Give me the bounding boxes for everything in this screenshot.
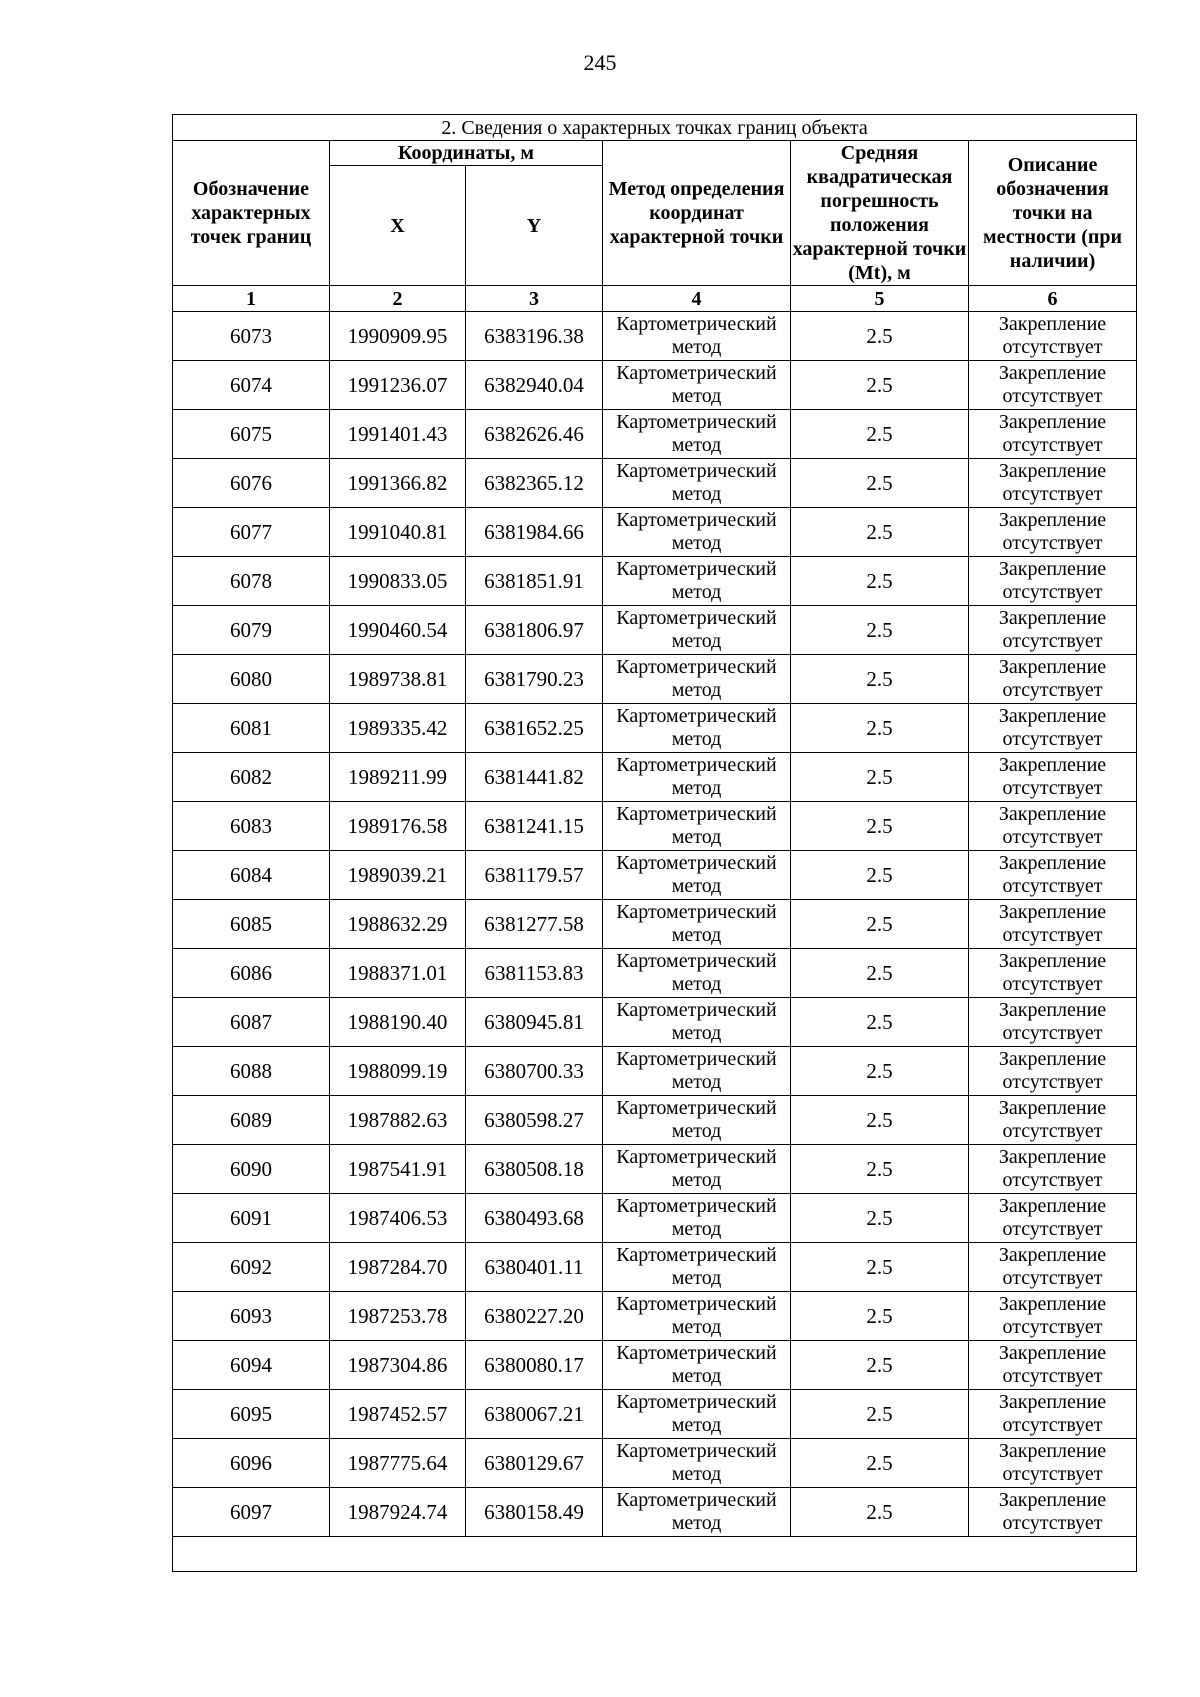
- table-row: [173, 998, 1137, 1047]
- table-row: [173, 753, 1137, 802]
- point-id-cell: 6089: [173, 1096, 330, 1145]
- point-id-cell: 6090: [173, 1145, 330, 1194]
- method-cell: Картометрический метод: [603, 361, 791, 410]
- error-cell: 2.5: [791, 851, 969, 900]
- error-cell: 2.5: [791, 1047, 969, 1096]
- point-id-cell: 6073: [173, 312, 330, 361]
- table-caption: 2. Сведения о характерных точках границ объекта: [173, 115, 1137, 141]
- point-id-cell: 6092: [173, 1243, 330, 1292]
- header-y: Y: [466, 166, 603, 286]
- description-cell: Закрепление отсутствует: [969, 606, 1137, 655]
- error-cell: 2.5: [791, 655, 969, 704]
- point-id-cell: 6080: [173, 655, 330, 704]
- error-cell: 2.5: [791, 753, 969, 802]
- table-row: [173, 1488, 1137, 1537]
- description-cell: Закрепление отсутствует: [969, 1488, 1137, 1537]
- y-coordinate-cell: 6380158.49: [466, 1488, 603, 1537]
- y-coordinate-cell: 6380401.11: [466, 1243, 603, 1292]
- description-cell: Закрепление отсутствует: [969, 1292, 1137, 1341]
- y-coordinate-cell: 6381984.66: [466, 508, 603, 557]
- method-cell: Картометрический метод: [603, 1292, 791, 1341]
- table-row: [173, 949, 1137, 998]
- x-coordinate-cell: 1988099.19: [330, 1047, 466, 1096]
- error-cell: 2.5: [791, 949, 969, 998]
- description-cell: Закрепление отсутствует: [969, 704, 1137, 753]
- error-cell: 2.5: [791, 1439, 969, 1488]
- y-coordinate-cell: 6381153.83: [466, 949, 603, 998]
- point-id-cell: 6085: [173, 900, 330, 949]
- table-row: [173, 1243, 1137, 1292]
- x-coordinate-cell: 1989738.81: [330, 655, 466, 704]
- x-coordinate-cell: 1990460.54: [330, 606, 466, 655]
- x-coordinate-cell: 1987452.57: [330, 1390, 466, 1439]
- table-row: [173, 508, 1137, 557]
- y-coordinate-cell: 6382626.46: [466, 410, 603, 459]
- x-coordinate-cell: 1989176.58: [330, 802, 466, 851]
- point-id-cell: 6084: [173, 851, 330, 900]
- table-row: [173, 1145, 1137, 1194]
- point-id-cell: 6093: [173, 1292, 330, 1341]
- description-cell: Закрепление отсутствует: [969, 1243, 1137, 1292]
- description-cell: Закрепление отсутствует: [969, 312, 1137, 361]
- error-cell: 2.5: [791, 557, 969, 606]
- method-cell: Картометрический метод: [603, 1439, 791, 1488]
- y-coordinate-cell: 6380598.27: [466, 1096, 603, 1145]
- point-id-cell: 6083: [173, 802, 330, 851]
- point-id-cell: 6097: [173, 1488, 330, 1537]
- table-row: [173, 459, 1137, 508]
- method-cell: Картометрический метод: [603, 606, 791, 655]
- description-cell: Закрепление отсутствует: [969, 655, 1137, 704]
- boundary-points-table: [172, 114, 1137, 1572]
- table-row: [173, 1292, 1137, 1341]
- point-id-cell: 6076: [173, 459, 330, 508]
- description-cell: Закрепление отсутствует: [969, 1390, 1137, 1439]
- table-row: [173, 655, 1137, 704]
- header-method: Метод определения координат характерной точки: [603, 141, 791, 286]
- description-cell: Закрепление отсутствует: [969, 410, 1137, 459]
- column-number: 5: [791, 286, 969, 312]
- y-coordinate-cell: 6382365.12: [466, 459, 603, 508]
- page-number: 245: [583, 50, 617, 75]
- table-row: [173, 802, 1137, 851]
- method-cell: Картометрический метод: [603, 802, 791, 851]
- x-coordinate-cell: 1987304.86: [330, 1341, 466, 1390]
- method-cell: Картометрический метод: [603, 655, 791, 704]
- y-coordinate-cell: 6380227.20: [466, 1292, 603, 1341]
- x-coordinate-cell: 1991366.82: [330, 459, 466, 508]
- description-cell: Закрепление отсутствует: [969, 1439, 1137, 1488]
- point-id-cell: 6094: [173, 1341, 330, 1390]
- y-coordinate-cell: 6381851.91: [466, 557, 603, 606]
- point-id-cell: 6081: [173, 704, 330, 753]
- method-cell: Картометрический метод: [603, 410, 791, 459]
- method-cell: Картометрический метод: [603, 998, 791, 1047]
- description-cell: Закрепление отсутствует: [969, 1096, 1137, 1145]
- y-coordinate-cell: 6380129.67: [466, 1439, 603, 1488]
- table-row: [173, 312, 1137, 361]
- error-cell: 2.5: [791, 459, 969, 508]
- point-id-cell: 6077: [173, 508, 330, 557]
- error-cell: 2.5: [791, 1096, 969, 1145]
- table-row: [173, 1047, 1137, 1096]
- error-cell: 2.5: [791, 704, 969, 753]
- table-row: [173, 1390, 1137, 1439]
- x-coordinate-cell: 1987406.53: [330, 1194, 466, 1243]
- description-cell: Закрепление отсутствует: [969, 361, 1137, 410]
- header-description: Описание обозначения точки на местности (при наличии): [969, 141, 1137, 286]
- x-coordinate-cell: 1991040.81: [330, 508, 466, 557]
- point-id-cell: 6075: [173, 410, 330, 459]
- error-cell: 2.5: [791, 1341, 969, 1390]
- x-coordinate-cell: 1991401.43: [330, 410, 466, 459]
- error-cell: 2.5: [791, 410, 969, 459]
- y-coordinate-cell: 6383196.38: [466, 312, 603, 361]
- header-designation: Обозначение характерных точек границ: [173, 141, 330, 286]
- error-cell: 2.5: [791, 508, 969, 557]
- method-cell: Картометрический метод: [603, 900, 791, 949]
- point-id-cell: 6086: [173, 949, 330, 998]
- description-cell: Закрепление отсутствует: [969, 1145, 1137, 1194]
- point-id-cell: 6091: [173, 1194, 330, 1243]
- table-row: [173, 851, 1137, 900]
- y-coordinate-cell: 6380080.17: [466, 1341, 603, 1390]
- method-cell: Картометрический метод: [603, 1243, 791, 1292]
- x-coordinate-cell: 1989335.42: [330, 704, 466, 753]
- method-cell: Картометрический метод: [603, 851, 791, 900]
- empty-footer-cell: [173, 1537, 1137, 1572]
- x-coordinate-cell: 1987253.78: [330, 1292, 466, 1341]
- header-error: Средняя квадратическая погрешность положения характерной точки (Mt), м: [791, 141, 969, 286]
- x-coordinate-cell: 1987284.70: [330, 1243, 466, 1292]
- method-cell: Картометрический метод: [603, 753, 791, 802]
- x-coordinate-cell: 1987775.64: [330, 1439, 466, 1488]
- method-cell: Картометрический метод: [603, 1341, 791, 1390]
- y-coordinate-cell: 6380493.68: [466, 1194, 603, 1243]
- description-cell: Закрепление отсутствует: [969, 1341, 1137, 1390]
- error-cell: 2.5: [791, 1390, 969, 1439]
- y-coordinate-cell: 6380700.33: [466, 1047, 603, 1096]
- table-row: [173, 410, 1137, 459]
- description-cell: Закрепление отсутствует: [969, 557, 1137, 606]
- error-cell: 2.5: [791, 802, 969, 851]
- y-coordinate-cell: 6381441.82: [466, 753, 603, 802]
- column-number: 3: [466, 286, 603, 312]
- error-cell: 2.5: [791, 998, 969, 1047]
- point-id-cell: 6088: [173, 1047, 330, 1096]
- method-cell: Картометрический метод: [603, 1488, 791, 1537]
- method-cell: Картометрический метод: [603, 1096, 791, 1145]
- method-cell: Картометрический метод: [603, 508, 791, 557]
- error-cell: 2.5: [791, 1243, 969, 1292]
- table-caption-row: [173, 115, 1137, 141]
- description-cell: Закрепление отсутствует: [969, 1194, 1137, 1243]
- method-cell: Картометрический метод: [603, 1390, 791, 1439]
- column-number: 6: [969, 286, 1137, 312]
- x-coordinate-cell: 1987541.91: [330, 1145, 466, 1194]
- description-cell: Закрепление отсутствует: [969, 802, 1137, 851]
- error-cell: 2.5: [791, 1292, 969, 1341]
- y-coordinate-cell: 6381179.57: [466, 851, 603, 900]
- point-id-cell: 6096: [173, 1439, 330, 1488]
- error-cell: 2.5: [791, 361, 969, 410]
- method-cell: Картометрический метод: [603, 1194, 791, 1243]
- method-cell: Картометрический метод: [603, 949, 791, 998]
- table-row: [173, 1194, 1137, 1243]
- x-coordinate-cell: 1988190.40: [330, 998, 466, 1047]
- error-cell: 2.5: [791, 1488, 969, 1537]
- x-coordinate-cell: 1990833.05: [330, 557, 466, 606]
- error-cell: 2.5: [791, 1145, 969, 1194]
- table-row: [173, 361, 1137, 410]
- header-coordinates: Координаты, м: [330, 141, 603, 166]
- y-coordinate-cell: 6381790.23: [466, 655, 603, 704]
- table-row: [173, 900, 1137, 949]
- table-row: [173, 704, 1137, 753]
- method-cell: Картометрический метод: [603, 1047, 791, 1096]
- description-cell: Закрепление отсутствует: [969, 998, 1137, 1047]
- y-coordinate-cell: 6381241.15: [466, 802, 603, 851]
- error-cell: 2.5: [791, 312, 969, 361]
- empty-footer-row: [173, 1537, 1137, 1572]
- x-coordinate-cell: 1989211.99: [330, 753, 466, 802]
- y-coordinate-cell: 6380067.21: [466, 1390, 603, 1439]
- y-coordinate-cell: 6381277.58: [466, 900, 603, 949]
- error-cell: 2.5: [791, 606, 969, 655]
- x-coordinate-cell: 1987924.74: [330, 1488, 466, 1537]
- method-cell: Картометрический метод: [603, 312, 791, 361]
- x-coordinate-cell: 1991236.07: [330, 361, 466, 410]
- x-coordinate-cell: 1987882.63: [330, 1096, 466, 1145]
- y-coordinate-cell: 6381806.97: [466, 606, 603, 655]
- point-id-cell: 6095: [173, 1390, 330, 1439]
- error-cell: 2.5: [791, 1194, 969, 1243]
- method-cell: Картометрический метод: [603, 704, 791, 753]
- header-row: [173, 141, 1137, 166]
- x-coordinate-cell: 1990909.95: [330, 312, 466, 361]
- point-id-cell: 6078: [173, 557, 330, 606]
- description-cell: Закрепление отсутствует: [969, 459, 1137, 508]
- point-id-cell: 6074: [173, 361, 330, 410]
- y-coordinate-cell: 6382940.04: [466, 361, 603, 410]
- x-coordinate-cell: 1988371.01: [330, 949, 466, 998]
- description-cell: Закрепление отсутствует: [969, 1047, 1137, 1096]
- column-number: 1: [173, 286, 330, 312]
- table-row: [173, 1341, 1137, 1390]
- header-x: X: [330, 166, 466, 286]
- error-cell: 2.5: [791, 900, 969, 949]
- point-id-cell: 6087: [173, 998, 330, 1047]
- table-row: [173, 557, 1137, 606]
- point-id-cell: 6082: [173, 753, 330, 802]
- description-cell: Закрепление отсутствует: [969, 753, 1137, 802]
- point-id-cell: 6079: [173, 606, 330, 655]
- table-row: [173, 1439, 1137, 1488]
- description-cell: Закрепление отсутствует: [969, 508, 1137, 557]
- method-cell: Картометрический метод: [603, 557, 791, 606]
- method-cell: Картометрический метод: [603, 1145, 791, 1194]
- y-coordinate-cell: 6380508.18: [466, 1145, 603, 1194]
- description-cell: Закрепление отсутствует: [969, 949, 1137, 998]
- method-cell: Картометрический метод: [603, 459, 791, 508]
- x-coordinate-cell: 1989039.21: [330, 851, 466, 900]
- description-cell: Закрепление отсутствует: [969, 900, 1137, 949]
- x-coordinate-cell: 1988632.29: [330, 900, 466, 949]
- y-coordinate-cell: 6380945.81: [466, 998, 603, 1047]
- table-row: [173, 1096, 1137, 1145]
- y-coordinate-cell: 6381652.25: [466, 704, 603, 753]
- description-cell: Закрепление отсутствует: [969, 851, 1137, 900]
- column-number: 4: [603, 286, 791, 312]
- table-row: [173, 606, 1137, 655]
- column-number-row: [173, 286, 1137, 312]
- column-number: 2: [330, 286, 466, 312]
